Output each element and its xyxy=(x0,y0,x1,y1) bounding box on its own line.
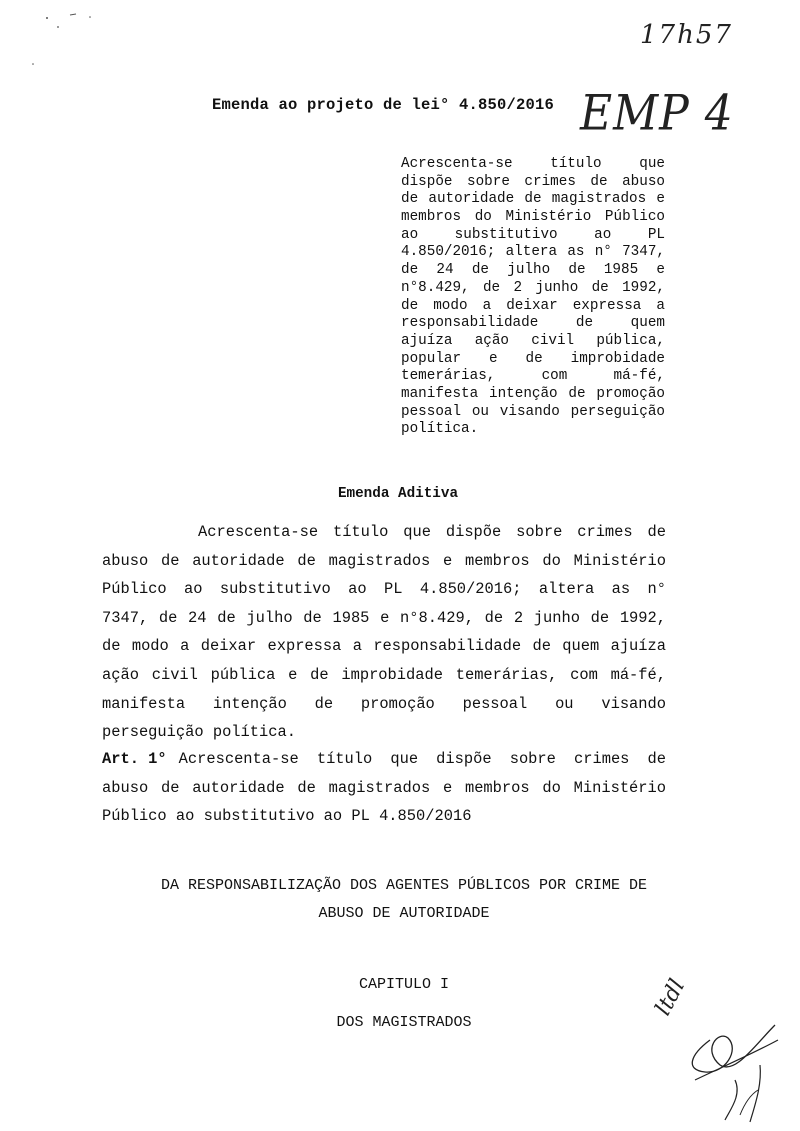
document-title: Emenda ao projeto de lei° 4.850/2016 xyxy=(212,96,555,114)
ementa-line: responsabilidade de quem xyxy=(401,315,665,332)
ementa-line: manifesta intenção de promoção xyxy=(401,385,665,402)
ementa-line: ao substitutivo ao PL xyxy=(401,226,665,243)
ementa-block xyxy=(401,156,665,439)
paragraph-line: abuso de autoridade de magistrados e membros do Ministério xyxy=(102,551,666,570)
handwritten-page-number: 17h57 xyxy=(640,20,733,50)
ementa-line: temerárias, com má-fé, xyxy=(401,368,665,385)
ementa-line: 4.850/2016; altera as n° 7347, xyxy=(401,244,665,261)
article-1 xyxy=(102,745,666,831)
paragraph-line: Público ao substitutivo ao PL 4.850/2016; altera as n° xyxy=(102,580,666,599)
ementa-line: n°8.429, de 2 junho de 1992, xyxy=(401,279,665,296)
paragraph-line: Acrescenta-se título que dispõe sobre crimes de xyxy=(198,523,666,541)
article-line: Público ao substitutivo ao PL 4.850/2016 xyxy=(102,807,472,826)
article-line: abuso de autoridade de magistrados e membros do Ministério xyxy=(102,778,666,797)
heading-line-2: ABUSO DE AUTORIDADE xyxy=(318,905,490,922)
article-line: Acrescenta-se título que dispõe sobre crimes de xyxy=(178,750,666,768)
handwritten-emp-mark: EMP 4 xyxy=(580,85,734,142)
heading-line-1: DA RESPONSABILIZAÇÃO DOS AGENTES PÚBLICOS POR CRIME DE xyxy=(160,877,648,894)
chapter-title: DOS MAGISTRADOS xyxy=(336,1014,472,1031)
signature-mark xyxy=(680,1010,790,1125)
paragraph-1 xyxy=(102,518,666,747)
chapter-number: CAPITULO I xyxy=(358,976,449,993)
article-label: Art. 1° xyxy=(102,750,167,768)
ementa-line: Acrescenta-se título que xyxy=(401,156,665,172)
ementa-line: ajuíza ação civil pública, xyxy=(401,332,665,349)
ementa-line: de modo a deixar expressa a xyxy=(401,297,665,314)
scan-specks xyxy=(0,0,120,80)
ementa-line: de 24 de julho de 1985 e xyxy=(401,262,665,279)
paragraph-line: de modo a deixar expressa a responsabilidade de quem ajuíza xyxy=(102,637,666,656)
ementa-line: membros do Ministério Público xyxy=(401,209,665,226)
section-title: Emenda Aditiva xyxy=(337,486,459,502)
handwritten-rubric: ltdl xyxy=(650,975,691,1020)
ementa-line: de autoridade de magistrados e xyxy=(401,191,665,208)
ementa-line: dispõe sobre crimes de abuso xyxy=(401,173,665,190)
ementa-line: política. xyxy=(401,421,479,438)
article-first-line xyxy=(102,745,666,774)
paragraph-line: ação civil pública e de improbidade temerárias, com má-fé, xyxy=(102,665,666,684)
paragraph-line: perseguição política. xyxy=(102,723,296,742)
ementa-line: pessoal ou visando perseguição xyxy=(401,403,665,420)
paragraph-line: manifesta intenção de promoção pessoal ou visando xyxy=(102,694,666,713)
paragraph-line: 7347, de 24 de julho de 1985 e n°8.429, de 2 junho de 1992, xyxy=(102,608,666,627)
ementa-line: popular e de improbidade xyxy=(401,350,665,367)
